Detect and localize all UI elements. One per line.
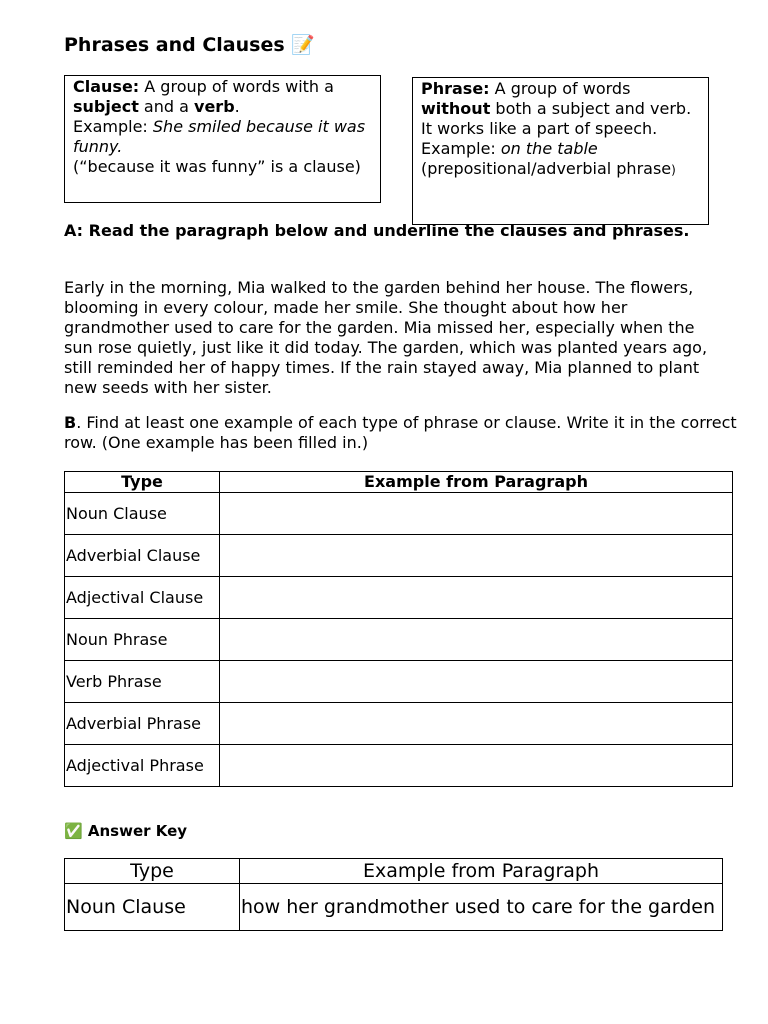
row-type: Verb Phrase <box>65 661 220 703</box>
answer-row-example: how her grandmother used to care for the garden <box>240 884 723 931</box>
table-row <box>65 535 733 577</box>
row-example-cell[interactable] <box>220 745 733 787</box>
table-row <box>65 703 733 745</box>
phrase-definition-rest: both a subject and verb. It works like a part of speech. <box>421 99 692 138</box>
table-row <box>65 745 733 787</box>
phrase-without-word: without <box>421 99 491 118</box>
row-example-cell[interactable] <box>220 619 733 661</box>
table-row <box>65 577 733 619</box>
section-b-heading <box>64 413 744 453</box>
row-type: Adjectival Phrase <box>65 745 220 787</box>
clause-period: . <box>234 97 240 116</box>
phrase-note-close: ) <box>671 163 676 177</box>
table-row <box>65 884 723 931</box>
clause-and-a: and a <box>138 97 195 116</box>
row-example-cell[interactable] <box>220 703 733 745</box>
row-example-cell[interactable] <box>220 535 733 577</box>
clause-definition-box <box>64 75 381 203</box>
phrase-example-note: (prepositional/adverbial phrase <box>421 159 672 178</box>
answer-header-type: Type <box>65 859 240 884</box>
phrase-term: Phrase: <box>421 79 490 98</box>
answer-row-type: Noun Clause <box>65 884 240 931</box>
answer-key-heading: ✅ Answer Key <box>64 822 188 840</box>
page-title: Phrases and Clauses 📝 <box>64 34 315 56</box>
reading-paragraph: Early in the morning, Mia walked to the garden behind her house. The flowers, blooming in every colour, made her smile. She thought about how her grandmother used to care for the garden. Mia missed her, especially when the sun rose quietly, just like it did today. The garden, which was planted years ago, still reminded her of happy times. If the rain stayed away, Mia planned to plant new seeds with her sister. <box>64 278 708 397</box>
clause-example-label: Example: <box>73 117 153 136</box>
exercise-table-header <box>65 472 733 493</box>
section-b-label: B <box>64 413 77 432</box>
exercise-header-example: Example from Paragraph <box>220 472 733 493</box>
row-example-cell[interactable] <box>220 577 733 619</box>
row-example-cell[interactable] <box>220 661 733 703</box>
answer-header-example: Example from Paragraph <box>240 859 723 884</box>
clause-term: Clause: <box>73 77 140 96</box>
phrase-definition-box <box>412 77 709 225</box>
row-type: Noun Phrase <box>65 619 220 661</box>
clause-example-note: (“because it was funny” is a clause) <box>73 157 361 176</box>
section-b-heading-lead: . Find at least one example of each type of phrase or clause. Write it in the correct row. (One example has been filled in.) <box>64 413 737 452</box>
table-row <box>65 661 733 703</box>
clause-verb-word: verb <box>194 97 235 116</box>
answer-key-table <box>64 858 723 931</box>
section-a-heading: A: Read the paragraph below and underline the clauses and phrases. <box>64 221 690 240</box>
exercise-table <box>64 471 733 787</box>
row-type: Noun Clause <box>65 493 220 535</box>
phrase-example-text: on the table <box>500 139 598 158</box>
row-type: Adverbial Clause <box>65 535 220 577</box>
clause-example-text: She smiled because it was funny. <box>73 117 366 156</box>
row-example-cell[interactable] <box>220 493 733 535</box>
exercise-header-type: Type <box>65 472 220 493</box>
clause-subject-word: subject <box>73 97 139 116</box>
row-type: Adjectival Clause <box>65 577 220 619</box>
table-row <box>65 619 733 661</box>
clause-definition-text: A group of words with a <box>139 77 334 96</box>
answer-table-header <box>65 859 723 884</box>
row-type: Adverbial Phrase <box>65 703 220 745</box>
phrase-example-label: Example: <box>421 139 501 158</box>
phrase-definition-text: A group of words <box>489 79 631 98</box>
table-row <box>65 493 733 535</box>
